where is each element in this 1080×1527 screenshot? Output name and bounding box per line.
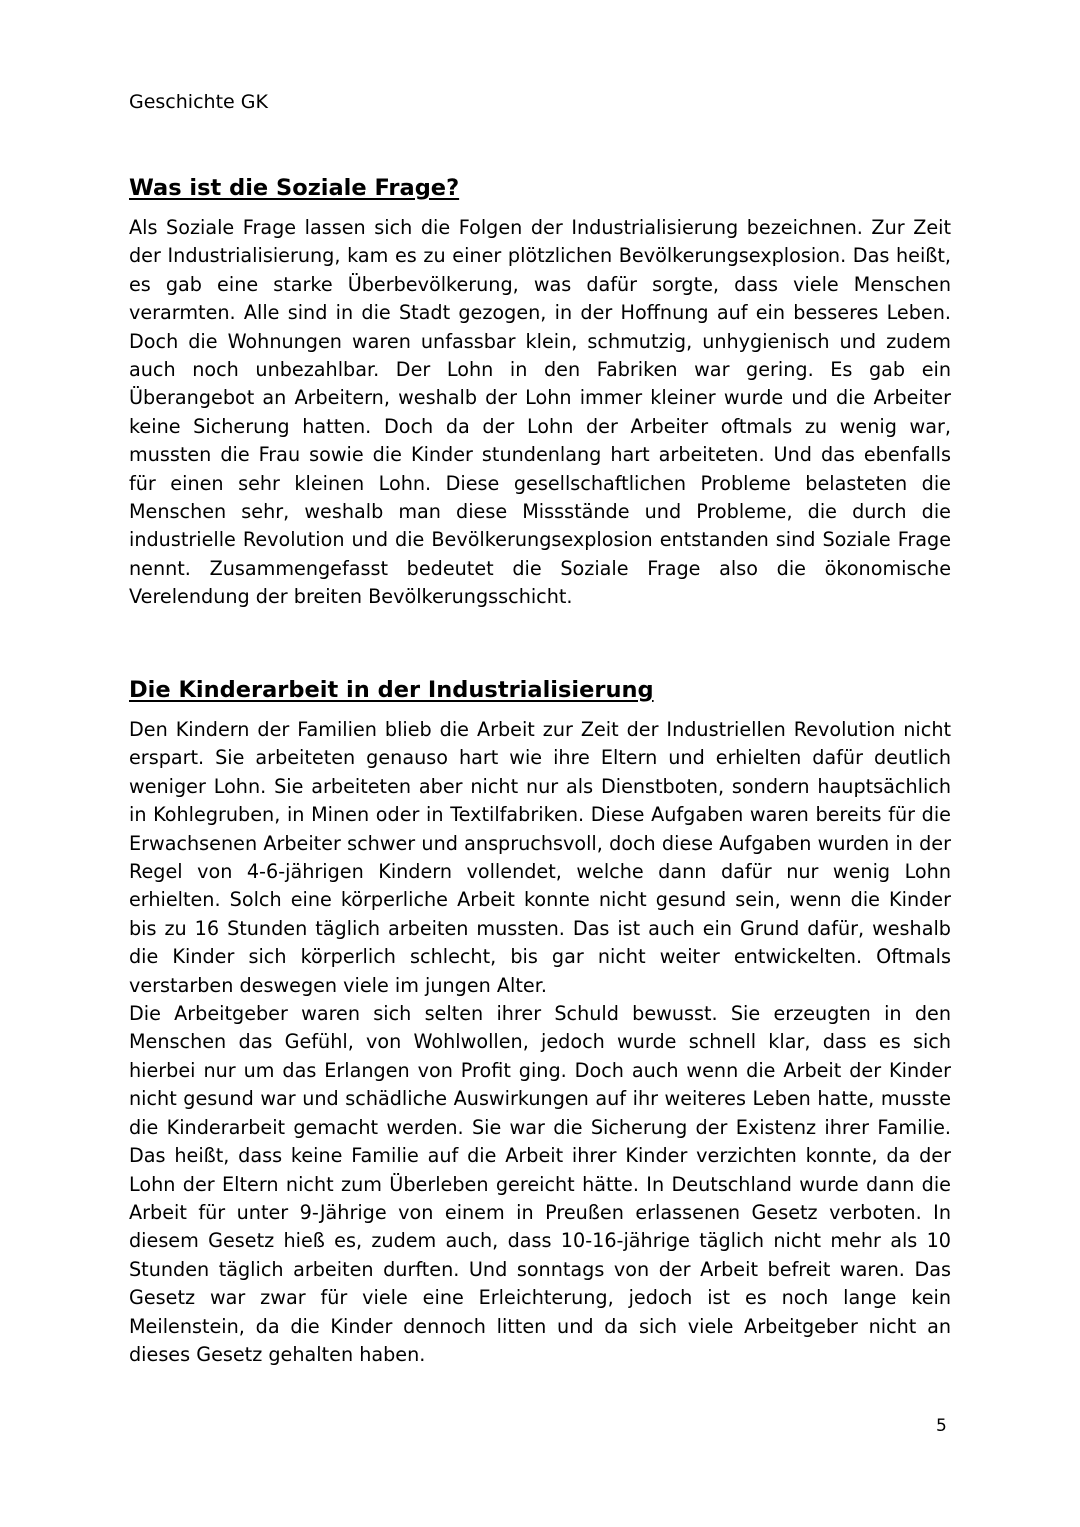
- section-kinderarbeit: [129, 674, 951, 1369]
- page-number: 5: [936, 1416, 947, 1436]
- section-heading: Was ist die Soziale Frage?: [129, 175, 460, 201]
- section-paragraph: Als Soziale Frage lassen sich die Folgen der Industrialisierung bezeichnen. Zur Zeit der Industrialisierung, kam es zu einer plötzlichen Bevölkerungsexplosion. Das heißt, es gab eine starke Überbevölkerung, was dafür sorgte, dass viele Menschen verarmten. Alle sind in die Stadt gezogen, in der Hoffnung auf ein besseres Leben. Doch die Wohnungen waren unfassbar klein, schmutzig, unhygienisch und zudem auch noch unbezahlbar. Der Lohn in den Fabriken war gering. Es gab ein Überangebot an Arbeitern, weshalb der Lohn immer kleiner wurde und die Arbeiter keine Sicherung hatten. Doch da der Lohn der Arbeiter oftmals zu wenig war, mussten die Frau sowie die Kinder stundenlang hart arbeiteten. Und das ebenfalls für einen sehr kleinen Lohn. Diese gesellschaftlichen Probleme belasteten die Menschen sehr, weshalb man diese Missstände und Probleme, die durch die industrielle Revolution und die Bevölkerungsexplosion entstanden sind Soziale Frage nennt. Zusammengefasst bedeutet die Soziale Frage also die ökonomische Verelendung der breiten Bevölkerungsschicht.: [129, 216, 951, 609]
- section-paragraph: Die Arbeitgeber waren sich selten ihrer Schuld bewusst. Sie erzeugten in den Menschen das Gefühl, von Wohlwollen, jedoch wurde schnell klar, dass es sich hierbei nur um das Erlangen von Profit ging. Doch auch wenn die Arbeit der Kinder nicht gesund war und schädliche Auswirkungen auf ihr weiteres Leben hatte, musste die Kinderarbeit gemacht werden. Sie war die Sicherung der Existenz ihrer Familie. Das heißt, dass keine Familie auf die Arbeit ihrer Kinder verzichten konnte, da der Lohn der Eltern nicht zum Überleben gereicht hätte. In Deutschland wurde dann die Arbeit für unter 9-Jährige von einem in Preußen erlassenen Gesetz verboten. In diesem Gesetz hieß es, zudem auch, dass 10-16-jährige täglich nicht mehr als 10 Stunden täglich arbeiten durften. Und sonntags von der Arbeit befreit waren. Das Gesetz war zwar für viele eine Erleichterung, jedoch ist es noch lange kein Meilenstein, da die Kinder dennoch litten und da sich viele Arbeitgeber nicht an dieses Gesetz gehalten haben.: [129, 1002, 951, 1366]
- section-heading: Die Kinderarbeit in der Industrialisierung: [129, 677, 654, 703]
- section-paragraph: Den Kindern der Familien blieb die Arbeit zur Zeit der Industriellen Revolution nicht erspart. Sie arbeiteten genauso hart wie ihre Eltern und erhielten dafür deutlich weniger Lohn. Sie arbeiteten aber nicht nur als Dienstboten, sondern hauptsächlich in Kohlegruben, in Minen oder in Textilfabriken. Diese Aufgaben waren bereits für die Erwachsenen Arbeiter schwer und anspruchsvoll, doch diese Aufgaben wurden in der Regel von 4-6-jährigen Kindern vollendet, welche dann dafür nur wenig Lohn erhielten. Solch eine körperliche Arbeit konnte nicht gesund sein, wenn die Kinder bis zu 16 Stunden täglich arbeiten mussten. Das ist auch ein Grund dafür, weshalb die Kinder sich körperlich schlecht, bis gar nicht weiter entwickelten. Oftmals verstarben deswegen viele im jungen Alter.: [129, 718, 951, 997]
- section-soziale-frage: [129, 172, 951, 612]
- page-header: Geschichte GK: [129, 91, 268, 113]
